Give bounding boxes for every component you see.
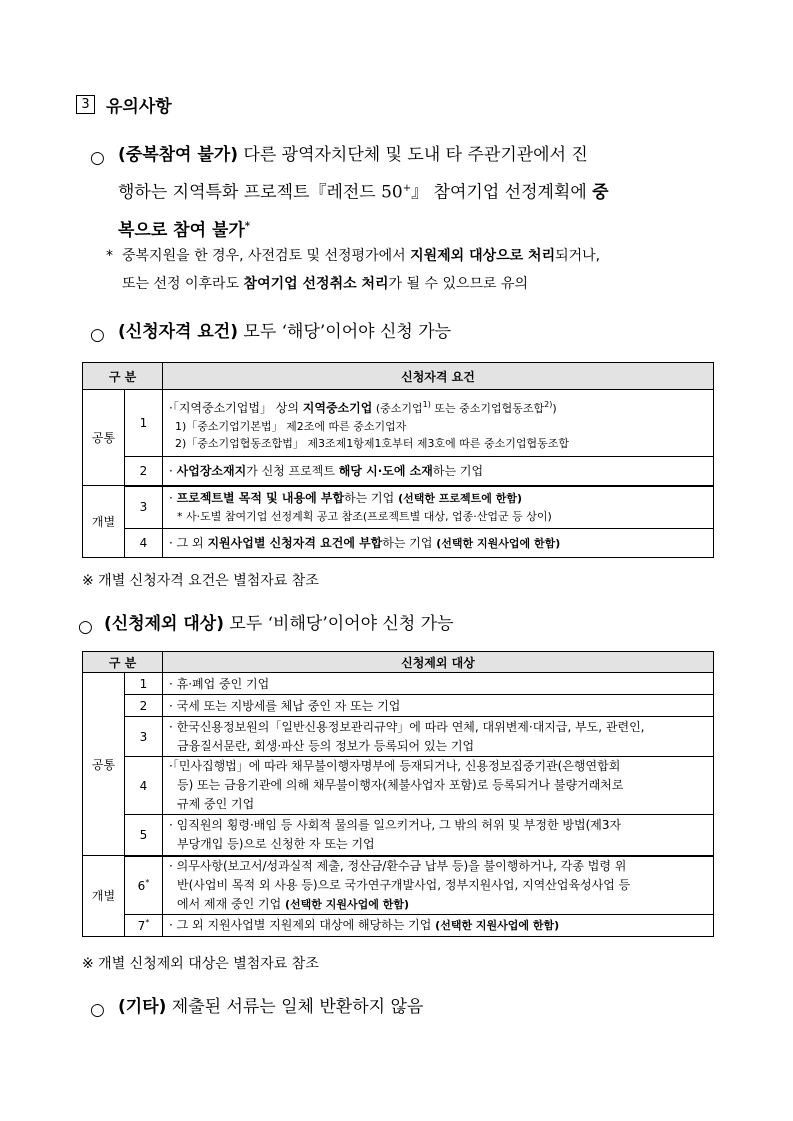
- exclusion-row-6: [163, 856, 714, 915]
- elig-r2-text-a: ·: [169, 464, 177, 479]
- row-number: 3: [125, 486, 163, 529]
- excl-r7-text: · 그 외 지원사업별 지원제외 대상에 해당하는 기업: [169, 918, 436, 932]
- row-number-sup: *: [145, 917, 150, 927]
- table-row: [83, 815, 714, 856]
- elig-r3-text-b: 하는 기업: [344, 491, 399, 506]
- duplicate-paragraph: [118, 138, 718, 247]
- other-line: [118, 990, 423, 1024]
- exclusion-row-2: · 국세 또는 지방세를 체납 중인 자 또는 기업: [163, 695, 714, 717]
- elig-r1-text-c: 또는 중소기업협동조합: [430, 401, 545, 415]
- row-number-6: [125, 856, 163, 915]
- row-number: 3: [125, 717, 163, 757]
- exclusion-header-row: [83, 652, 714, 673]
- eligibility-row-3: [163, 486, 714, 529]
- eligibility-heading: (신청자격 요건): [118, 322, 238, 342]
- eligibility-footnote: ※ 개별 신청자격 요건은 별첨자료 참조: [82, 573, 319, 589]
- row-number: 2: [125, 457, 163, 486]
- table-row: [83, 390, 714, 457]
- elig-r3-bold2: (선택한 프로젝트에 한함): [398, 492, 523, 506]
- elig-r1-text-d: ): [552, 401, 557, 415]
- duplicate-line1-text: 다른 광역자치단체 및 도내 타 주관기관에서 진: [238, 145, 588, 165]
- row-number: 1: [125, 673, 163, 695]
- table-row: [83, 914, 714, 936]
- elig-r2-bold2: 해당 시·도에 소재: [338, 464, 433, 479]
- exclusion-bullet: ○: [78, 617, 93, 637]
- section-number: 3: [81, 97, 90, 112]
- other-rest: 제출된 서류는 일체 반환하지 않음: [166, 997, 424, 1017]
- elig-r1-sup1: 1): [422, 399, 431, 409]
- elig-r1-text-b: (중소기업: [372, 401, 423, 415]
- eligibility-header-gubun: 구 분: [83, 363, 163, 390]
- table-row: [83, 529, 714, 558]
- row-number: 4: [125, 757, 163, 815]
- table-row: [83, 717, 714, 757]
- exclusion-row-1: · 휴·폐업 중인 기업: [163, 673, 714, 695]
- excl-r4-line2: 등) 또는 금융기관에 의해 채무불이행자(체불사업자 포함)로 등록되거나 불량거래처로: [177, 778, 624, 792]
- exclusion-row-4: [163, 757, 714, 815]
- table-row: [83, 457, 714, 486]
- row-number: 5: [125, 815, 163, 856]
- note1-bold: 지원제외 대상으로 처리: [410, 248, 556, 264]
- eligibility-group-individual: 개별: [83, 486, 125, 558]
- exclusion-group-common: 공통: [83, 673, 125, 856]
- eligibility-header-title: 신청자격 요건: [163, 363, 714, 390]
- duplicate-line2-sup: +: [402, 183, 412, 194]
- excl-r6-line2: 반(사업비 목적 외 사용 등)으로 국가연구개발사업, 정부지원사업, 지역산업육성사업 등: [177, 877, 631, 892]
- note1-text-b: 되거나,: [555, 248, 601, 264]
- eligibility-bullet: ○: [90, 325, 105, 345]
- exclusion-row-3: [163, 717, 714, 757]
- duplicate-line2-bold: 중: [592, 182, 609, 203]
- duplicate-heading: (중복참여 불가): [118, 145, 238, 165]
- exclusion-row-5: [163, 815, 714, 856]
- duplicate-line-1: [118, 138, 718, 172]
- elig-r3-sub: * 사·도별 참여기업 선정계획 공고 참조(프로젝트별 대상, 업종·산업군 등 상이): [177, 510, 552, 524]
- excl-r7-bold: (선택한 지원사업에 한함): [435, 919, 560, 932]
- eligibility-table: [82, 362, 714, 558]
- duplicate-line-2: [118, 172, 718, 210]
- note2-bold: 참여기업 선정취소 처리: [243, 276, 389, 292]
- duplicate-bullet: ○: [90, 148, 105, 168]
- exclusion-footnote: ※ 개별 신청제외 대상은 별첨자료 참조: [82, 956, 319, 972]
- eligibility-heading-line: [118, 315, 451, 349]
- excl-r3-line2: 금융질서문란, 회생·파산 등의 정보가 등록되어 있는 기업: [177, 738, 475, 753]
- exclusion-table: [82, 651, 714, 937]
- duplicate-note: [122, 242, 722, 298]
- duplicate-note-star: *: [106, 248, 113, 264]
- row-number: 7: [137, 918, 146, 933]
- elig-r3-bold1: 프로젝트별 목적 및 내용에 부합: [176, 491, 345, 506]
- row-number: 1: [125, 390, 163, 457]
- elig-r1-text-a: ·「지역중소기업법」 상의: [169, 400, 303, 415]
- table-row: [83, 695, 714, 717]
- duplicate-line3-sup: *: [244, 220, 251, 232]
- exclusion-group-individual: 개별: [83, 856, 125, 937]
- excl-r6-line3-bold: (선택한 지원사업에 한함): [285, 897, 409, 911]
- table-row: [83, 486, 714, 529]
- duplicate-note-line-2: [122, 270, 722, 298]
- elig-r4-text-a: · 그 외: [169, 536, 208, 550]
- eligibility-row-1: [163, 390, 714, 457]
- row-number: 2: [125, 695, 163, 717]
- exclusion-heading-rest: 모두 ‘비해당’이어야 신청 가능: [224, 614, 454, 634]
- duplicate-line2-text-a: 행하는 지역특화 프로젝트『레전드 50: [118, 182, 403, 203]
- row-number: 4: [125, 529, 163, 558]
- section-title: 유의사항: [106, 97, 172, 117]
- excl-r4-line1: ·「민사집행법」에 따라 채무불이행자명부에 등재되거나, 신용정보집중기관(은행연합회: [169, 759, 621, 773]
- excl-r3-line1: · 한국신용정보원의「일반신용정보관리규약」에 따라 연체, 대위변제·대지급, 부도, 관련인,: [169, 719, 645, 734]
- duplicate-line2-text-b: 』 참여기업 선정계획에: [411, 182, 593, 203]
- exclusion-header-title: 신청제외 대상: [163, 652, 714, 673]
- excl-r6-line3: 에서 제재 중인 기업: [177, 896, 285, 911]
- eligibility-row-4: [163, 529, 714, 558]
- other-bullet: ○: [90, 1000, 105, 1020]
- eligibility-header-row: [83, 363, 714, 390]
- duplicate-note-line-1: [122, 242, 722, 270]
- elig-r1-footnote-2: 2)「중소기업협동조합법」 제3조제1항제1호부터 제3호에 따른 중소기업협동조합: [175, 436, 570, 450]
- section-number-box: [76, 95, 95, 114]
- elig-r1-bold: 지역중소기업: [302, 400, 373, 415]
- elig-r2-text-c: 하는 기업: [432, 464, 484, 479]
- other-heading: (기타): [118, 997, 167, 1017]
- exclusion-header-gubun: 구 분: [83, 652, 163, 673]
- duplicate-line3-bold: 복으로 참여 불가: [118, 220, 245, 241]
- elig-r1-sup2: 2): [544, 399, 553, 409]
- exclusion-row-7: [163, 914, 714, 936]
- note1-text-a: 중복지원을 한 경우, 사전검토 및 선정평가에서: [122, 248, 411, 264]
- elig-r4-bold1: 지원사업별 신청자격 요건에 부합: [207, 536, 383, 550]
- note2-text-a: 또는 선정 이후라도: [122, 276, 244, 292]
- elig-r3-text-a: ·: [169, 491, 177, 506]
- table-row: [83, 757, 714, 815]
- row-number-7: [125, 914, 163, 936]
- excl-r5-line1: · 임직원의 횡령·배임 등 사회적 물의를 일으키거나, 그 밖의 허위 및 부정한 방법(제3자: [169, 817, 622, 832]
- excl-r4-line3: 규제 중인 기업: [177, 797, 255, 811]
- excl-r6-line1: · 의무사항(보고서/성과실적 제출, 정산금/환수금 납부 등)을 불이행하거나, 각종 법령 위: [169, 858, 627, 873]
- eligibility-row-2: [163, 457, 714, 486]
- eligibility-group-common: 공통: [83, 390, 125, 486]
- row-number: 6: [137, 878, 146, 893]
- exclusion-heading: (신청제외 대상): [104, 614, 224, 634]
- elig-r4-bold2: (선택한 지원사업에 한함): [436, 537, 561, 550]
- eligibility-heading-rest: 모두 ‘해당’이어야 신청 가능: [238, 322, 452, 342]
- excl-r5-line2: 부당개입 등)으로 신청한 자 또는 기업: [177, 836, 375, 851]
- elig-r1-footnote-1: 1)「중소기업기본법」 제2조에 따른 중소기업자: [175, 419, 407, 433]
- row-number-sup: *: [145, 877, 150, 887]
- table-row: [83, 673, 714, 695]
- elig-r4-text-b: 하는 기업: [382, 536, 437, 550]
- elig-r2-bold1: 사업장소재지: [176, 464, 247, 479]
- note2-text-b: 가 될 수 있으므로 유의: [388, 276, 529, 292]
- table-row: [83, 856, 714, 915]
- exclusion-heading-line: [104, 607, 454, 641]
- elig-r2-text-b: 가 신청 프로젝트: [246, 464, 339, 479]
